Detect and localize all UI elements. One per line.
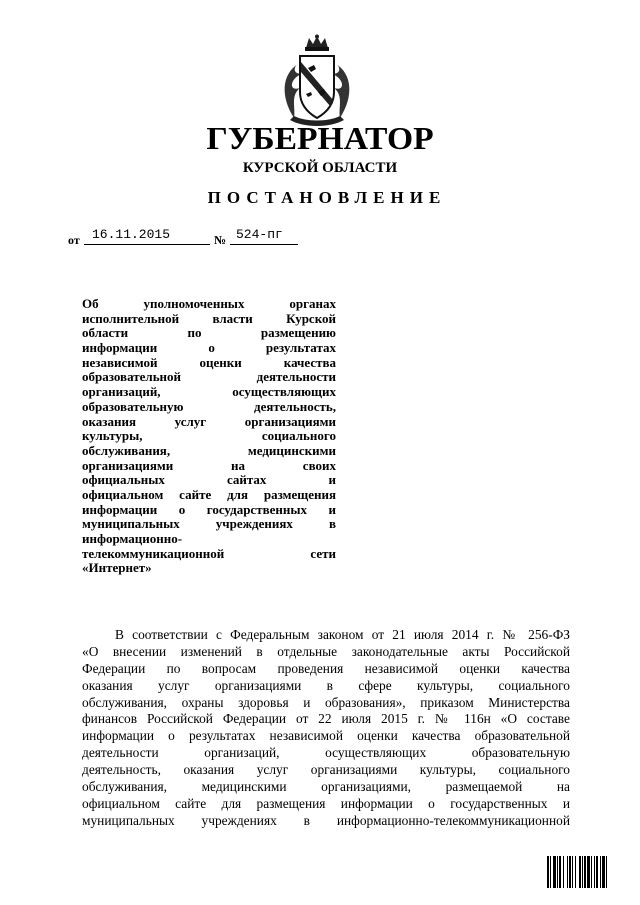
body-line: деятельность, оказания услуг организациями культуры, социального <box>82 762 570 778</box>
subject-line: информационно- <box>82 531 183 546</box>
body-line: муниципальных учреждениях в информационно-телекоммуникационной <box>82 812 570 828</box>
subject-line: официальных сайтах и <box>82 473 336 488</box>
coat-of-arms-icon <box>276 34 358 128</box>
subject-line: исполнительной власти Курской <box>82 311 336 326</box>
body-line: деятельности организаций, осуществляющих образовательную <box>82 745 570 761</box>
body-line: финансов Российской Федерации от 22 июля 2015 г. № 116н «О составе <box>82 711 570 727</box>
subject-line: обслуживания, медицинскими <box>82 443 336 458</box>
body-line: оказания услуг организациями в сфере культуры, социального <box>82 677 570 693</box>
body-line: обслуживания, медицинскими организациями, размещаемой на <box>82 779 570 795</box>
body-line: «О внесении изменений в отдельные законодательные акты Российской <box>82 643 570 659</box>
date-underline <box>84 244 210 245</box>
subject-line: культуры, социального <box>82 429 336 444</box>
subject-line: информации о государственных и <box>82 502 336 517</box>
region-name: КУРСКОЙ ОБЛАСТИ <box>242 160 398 176</box>
date-label: от <box>68 233 80 247</box>
subject-line: организациями на своих <box>82 458 336 473</box>
subject-line: организаций, осуществляющих <box>82 385 336 400</box>
body-line: обслуживания, охраны здоровья и образования», приказом Министерства <box>82 694 570 710</box>
subject-line: независимой оценки качества <box>82 355 336 370</box>
subject-line: телекоммуникационной сети <box>82 546 336 561</box>
subject-line: образовательной деятельности <box>82 370 336 385</box>
subject-line: оказания услуг организациями <box>82 414 336 429</box>
body-line: В соответствии с Федеральным законом от 21 июля 2014 г. № 256-ФЗ <box>115 627 570 642</box>
document-meta <box>68 226 328 248</box>
subject-line: муниципальных учреждениях в <box>82 517 336 532</box>
document-type: ПОСТАНОВЛЕНИЕ <box>207 188 447 207</box>
number-label: № <box>214 233 227 247</box>
subject-line: образовательную деятельность, <box>82 399 336 414</box>
subject-line: «Интернет» <box>82 560 152 576</box>
body-line: официальном сайте для размещения информации о государственных и <box>82 795 570 811</box>
barcode-icon <box>547 856 625 888</box>
governor-title: ГУБЕРНАТОР <box>206 120 434 156</box>
subject-line: области по размещению <box>82 326 336 341</box>
document-date: 16.11.2015 <box>92 227 171 242</box>
document-body <box>82 627 570 830</box>
subject-line: информации о результатах <box>82 341 336 356</box>
body-line: Федерации по вопросам проведения независимой оценки качества <box>82 660 570 676</box>
subject-line: Об уполномоченных органах <box>82 297 336 311</box>
number-underline <box>230 244 298 245</box>
document-number: 524-пг <box>236 227 283 242</box>
body-line: информации о результатах независимой оценки качества образовательной <box>82 728 570 744</box>
subject-line: официальном сайте для размещения <box>82 487 336 502</box>
document-subject <box>82 297 336 576</box>
